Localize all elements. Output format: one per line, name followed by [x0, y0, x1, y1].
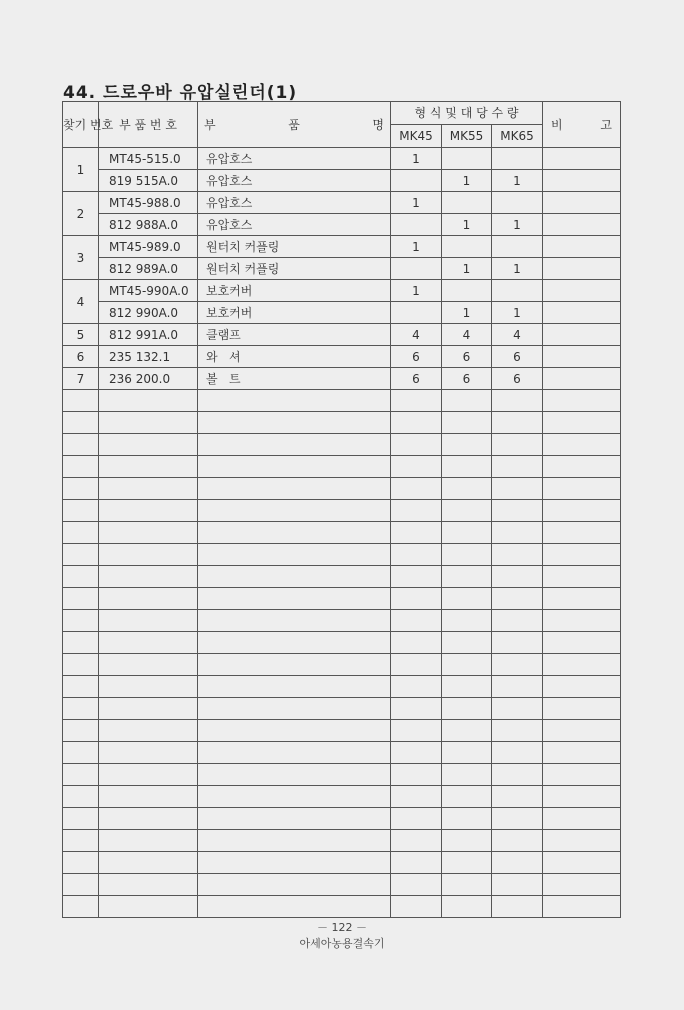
empty-cell: [63, 764, 99, 786]
part-number: 812 989A.0: [99, 258, 198, 280]
empty-cell: [442, 808, 492, 830]
empty-cell: [99, 676, 198, 698]
qty-mk45: 1: [391, 148, 442, 170]
empty-cell: [391, 896, 442, 918]
empty-cell: [99, 588, 198, 610]
empty-cell: [543, 698, 621, 720]
empty-cell: [492, 522, 543, 544]
empty-cell: [391, 764, 442, 786]
part-name: 원터치 커플링: [198, 236, 391, 258]
empty-cell: [442, 632, 492, 654]
empty-row: [63, 764, 621, 786]
empty-cell: [391, 654, 442, 676]
empty-cell: [492, 500, 543, 522]
qty-mk65: 1: [492, 170, 543, 192]
empty-cell: [63, 500, 99, 522]
empty-cell: [492, 434, 543, 456]
empty-cell: [198, 544, 391, 566]
table-row: [63, 368, 621, 390]
part-number: MT45-989.0: [99, 236, 198, 258]
qty-mk55: 1: [442, 214, 492, 236]
empty-cell: [543, 522, 621, 544]
empty-cell: [391, 412, 442, 434]
part-name: 원터치 커플링: [198, 258, 391, 280]
empty-cell: [543, 412, 621, 434]
empty-cell: [543, 610, 621, 632]
empty-cell: [63, 588, 99, 610]
empty-cell: [198, 500, 391, 522]
find-number: 4: [63, 280, 99, 324]
empty-cell: [63, 566, 99, 588]
empty-cell: [492, 896, 543, 918]
find-number: 7: [63, 368, 99, 390]
empty-cell: [391, 478, 442, 500]
part-name: 유압호스: [198, 170, 391, 192]
empty-cell: [198, 786, 391, 808]
empty-cell: [391, 786, 442, 808]
table-row: [63, 236, 621, 258]
remarks: [543, 170, 621, 192]
empty-cell: [492, 610, 543, 632]
remarks: [543, 302, 621, 324]
part-name: 와 셔: [198, 346, 391, 368]
empty-row: [63, 742, 621, 764]
empty-row: [63, 412, 621, 434]
empty-cell: [442, 478, 492, 500]
empty-cell: [99, 720, 198, 742]
empty-cell: [492, 588, 543, 610]
part-name: 보호커버: [198, 280, 391, 302]
empty-cell: [543, 676, 621, 698]
remarks: [543, 280, 621, 302]
empty-cell: [198, 610, 391, 632]
empty-cell: [198, 588, 391, 610]
empty-cell: [492, 852, 543, 874]
empty-cell: [63, 434, 99, 456]
empty-row: [63, 390, 621, 412]
qty-mk65: [492, 280, 543, 302]
empty-row: [63, 522, 621, 544]
part-name: 볼 트: [198, 368, 391, 390]
empty-cell: [391, 544, 442, 566]
empty-row: [63, 478, 621, 500]
empty-row: [63, 720, 621, 742]
empty-cell: [198, 434, 391, 456]
empty-row: [63, 676, 621, 698]
page-title: 44. 드로우바 유압실린더(1): [63, 83, 298, 103]
empty-row: [63, 500, 621, 522]
table-row: [63, 148, 621, 170]
table-header: [63, 102, 621, 148]
empty-cell: [99, 610, 198, 632]
header-remarks-2: 고: [600, 117, 612, 132]
empty-cell: [99, 390, 198, 412]
qty-mk55: 4: [442, 324, 492, 346]
find-number: 6: [63, 346, 99, 368]
empty-cell: [543, 544, 621, 566]
empty-cell: [198, 852, 391, 874]
empty-cell: [99, 456, 198, 478]
part-number: 812 988A.0: [99, 214, 198, 236]
empty-cell: [99, 786, 198, 808]
empty-cell: [391, 456, 442, 478]
empty-cell: [442, 720, 492, 742]
empty-cell: [442, 742, 492, 764]
part-number: MT45-990A.0: [99, 280, 198, 302]
header-model-mk55: MK55: [442, 125, 492, 148]
qty-mk45: [391, 214, 442, 236]
empty-cell: [442, 390, 492, 412]
empty-cell: [492, 654, 543, 676]
empty-cell: [492, 456, 543, 478]
qty-mk65: [492, 236, 543, 258]
remarks: [543, 368, 621, 390]
empty-cell: [391, 742, 442, 764]
empty-cell: [442, 566, 492, 588]
header-model-mk65: MK65: [492, 125, 543, 148]
empty-cell: [63, 720, 99, 742]
empty-cell: [543, 632, 621, 654]
qty-mk55: [442, 148, 492, 170]
empty-cell: [63, 412, 99, 434]
table-row: [63, 170, 621, 192]
qty-mk45: 4: [391, 324, 442, 346]
empty-cell: [99, 830, 198, 852]
header-model-mk45: MK45: [391, 125, 442, 148]
empty-row: [63, 698, 621, 720]
qty-mk65: 1: [492, 214, 543, 236]
part-number: MT45-515.0: [99, 148, 198, 170]
qty-mk55: [442, 280, 492, 302]
part-name: 클램프: [198, 324, 391, 346]
empty-cell: [198, 632, 391, 654]
empty-cell: [391, 808, 442, 830]
empty-cell: [63, 654, 99, 676]
empty-row: [63, 632, 621, 654]
empty-cell: [198, 830, 391, 852]
part-number: 235 132.1: [99, 346, 198, 368]
empty-cell: [543, 852, 621, 874]
empty-row: [63, 896, 621, 918]
empty-cell: [442, 610, 492, 632]
empty-cell: [492, 544, 543, 566]
empty-cell: [543, 764, 621, 786]
header-find-number: 찾기 번호: [63, 102, 99, 148]
empty-cell: [543, 500, 621, 522]
empty-cell: [99, 412, 198, 434]
remarks: [543, 258, 621, 280]
qty-mk65: 1: [492, 258, 543, 280]
empty-cell: [492, 698, 543, 720]
empty-cell: [492, 808, 543, 830]
empty-cell: [198, 742, 391, 764]
publisher-name: 아세아농용결속기: [299, 937, 385, 950]
remarks: [543, 148, 621, 170]
empty-cell: [442, 456, 492, 478]
header-part-name-2: 품: [288, 117, 300, 132]
header-remarks: [543, 102, 621, 148]
empty-cell: [99, 632, 198, 654]
qty-mk45: 1: [391, 192, 442, 214]
empty-cell: [442, 544, 492, 566]
empty-cell: [391, 632, 442, 654]
empty-cell: [198, 390, 391, 412]
empty-cell: [99, 852, 198, 874]
empty-cell: [442, 588, 492, 610]
empty-cell: [99, 654, 198, 676]
qty-mk55: 6: [442, 368, 492, 390]
empty-cell: [492, 412, 543, 434]
empty-cell: [63, 522, 99, 544]
empty-row: [63, 830, 621, 852]
empty-cell: [543, 478, 621, 500]
table-row: [63, 302, 621, 324]
empty-cell: [492, 566, 543, 588]
empty-cell: [442, 500, 492, 522]
empty-cell: [99, 544, 198, 566]
empty-cell: [198, 808, 391, 830]
part-name: 유압호스: [198, 214, 391, 236]
empty-rows: [63, 390, 621, 918]
empty-cell: [442, 786, 492, 808]
part-name: 유압호스: [198, 148, 391, 170]
empty-cell: [391, 676, 442, 698]
empty-cell: [391, 522, 442, 544]
empty-cell: [99, 566, 198, 588]
qty-mk55: [442, 192, 492, 214]
empty-cell: [63, 852, 99, 874]
empty-cell: [198, 764, 391, 786]
empty-cell: [198, 456, 391, 478]
empty-row: [63, 654, 621, 676]
empty-cell: [492, 830, 543, 852]
empty-cell: [99, 896, 198, 918]
empty-cell: [442, 830, 492, 852]
empty-cell: [492, 632, 543, 654]
empty-cell: [442, 654, 492, 676]
empty-cell: [99, 698, 198, 720]
remarks: [543, 236, 621, 258]
empty-cell: [391, 610, 442, 632]
table-row: [63, 214, 621, 236]
empty-cell: [543, 390, 621, 412]
empty-cell: [492, 786, 543, 808]
qty-mk45: 1: [391, 280, 442, 302]
empty-cell: [198, 698, 391, 720]
remarks: [543, 214, 621, 236]
empty-cell: [543, 830, 621, 852]
empty-cell: [99, 808, 198, 830]
empty-cell: [442, 698, 492, 720]
empty-cell: [198, 412, 391, 434]
empty-row: [63, 808, 621, 830]
table-row: [63, 280, 621, 302]
table-row: [63, 324, 621, 346]
qty-mk65: [492, 192, 543, 214]
empty-cell: [543, 896, 621, 918]
qty-mk55: 1: [442, 170, 492, 192]
empty-cell: [63, 632, 99, 654]
empty-row: [63, 434, 621, 456]
table-body: [63, 148, 621, 390]
empty-cell: [99, 764, 198, 786]
empty-cell: [391, 720, 442, 742]
empty-cell: [198, 566, 391, 588]
find-number: 1: [63, 148, 99, 192]
empty-cell: [442, 522, 492, 544]
empty-cell: [442, 764, 492, 786]
empty-cell: [492, 764, 543, 786]
empty-cell: [543, 566, 621, 588]
empty-cell: [63, 830, 99, 852]
header-part-name-1: 부: [204, 117, 216, 132]
empty-cell: [391, 698, 442, 720]
empty-cell: [63, 544, 99, 566]
empty-cell: [99, 434, 198, 456]
empty-cell: [63, 456, 99, 478]
header-remarks-1: 비: [551, 117, 563, 132]
qty-mk55: 1: [442, 302, 492, 324]
empty-cell: [99, 478, 198, 500]
empty-cell: [492, 742, 543, 764]
empty-cell: [543, 654, 621, 676]
empty-row: [63, 588, 621, 610]
empty-cell: [391, 500, 442, 522]
empty-cell: [442, 852, 492, 874]
empty-cell: [63, 896, 99, 918]
empty-cell: [391, 434, 442, 456]
header-part-number: 부 품 번 호: [99, 102, 198, 148]
empty-cell: [99, 742, 198, 764]
empty-cell: [99, 522, 198, 544]
empty-cell: [442, 434, 492, 456]
empty-cell: [543, 786, 621, 808]
qty-mk55: 6: [442, 346, 492, 368]
qty-mk65: [492, 148, 543, 170]
header-qty-group: 형 식 및 대 당 수 량: [391, 102, 543, 125]
empty-cell: [63, 478, 99, 500]
qty-mk65: 6: [492, 346, 543, 368]
empty-cell: [99, 500, 198, 522]
empty-cell: [63, 874, 99, 896]
empty-cell: [198, 720, 391, 742]
empty-cell: [198, 676, 391, 698]
empty-cell: [442, 676, 492, 698]
remarks: [543, 324, 621, 346]
empty-cell: [442, 412, 492, 434]
part-number: 812 990A.0: [99, 302, 198, 324]
empty-cell: [492, 390, 543, 412]
qty-mk55: [442, 236, 492, 258]
part-name: 유압호스: [198, 192, 391, 214]
empty-cell: [198, 522, 391, 544]
header-part-name-3: 명: [372, 117, 384, 132]
table-row: [63, 192, 621, 214]
remarks: [543, 192, 621, 214]
empty-cell: [543, 742, 621, 764]
page-number: － 122 －: [317, 921, 367, 934]
empty-cell: [99, 874, 198, 896]
part-number: MT45-988.0: [99, 192, 198, 214]
qty-mk65: 1: [492, 302, 543, 324]
empty-cell: [543, 720, 621, 742]
empty-cell: [198, 478, 391, 500]
empty-cell: [391, 390, 442, 412]
empty-row: [63, 456, 621, 478]
qty-mk45: 6: [391, 368, 442, 390]
empty-row: [63, 852, 621, 874]
empty-cell: [543, 808, 621, 830]
empty-cell: [543, 874, 621, 896]
empty-cell: [391, 588, 442, 610]
empty-cell: [198, 874, 391, 896]
empty-cell: [391, 852, 442, 874]
empty-row: [63, 566, 621, 588]
empty-cell: [543, 434, 621, 456]
qty-mk45: [391, 258, 442, 280]
empty-cell: [492, 676, 543, 698]
table-row: [63, 258, 621, 280]
empty-cell: [543, 456, 621, 478]
qty-mk55: 1: [442, 258, 492, 280]
empty-cell: [63, 786, 99, 808]
empty-cell: [442, 896, 492, 918]
empty-cell: [63, 676, 99, 698]
part-number: 812 991A.0: [99, 324, 198, 346]
empty-row: [63, 610, 621, 632]
empty-cell: [492, 478, 543, 500]
empty-cell: [391, 830, 442, 852]
empty-cell: [442, 874, 492, 896]
qty-mk65: 4: [492, 324, 543, 346]
empty-row: [63, 874, 621, 896]
find-number: 5: [63, 324, 99, 346]
qty-mk45: [391, 302, 442, 324]
qty-mk45: 6: [391, 346, 442, 368]
qty-mk65: 6: [492, 368, 543, 390]
table-row: [63, 346, 621, 368]
find-number: 2: [63, 192, 99, 236]
header-part-name: [198, 102, 391, 148]
empty-row: [63, 786, 621, 808]
empty-cell: [63, 808, 99, 830]
empty-cell: [63, 610, 99, 632]
empty-cell: [492, 720, 543, 742]
remarks: [543, 346, 621, 368]
empty-cell: [63, 390, 99, 412]
empty-cell: [391, 566, 442, 588]
part-name: 보호커버: [198, 302, 391, 324]
qty-mk45: [391, 170, 442, 192]
empty-cell: [198, 654, 391, 676]
find-number: 3: [63, 236, 99, 280]
empty-cell: [63, 698, 99, 720]
parts-table: [62, 101, 621, 918]
qty-mk45: 1: [391, 236, 442, 258]
part-number: 236 200.0: [99, 368, 198, 390]
empty-cell: [198, 896, 391, 918]
empty-row: [63, 544, 621, 566]
part-number: 819 515A.0: [99, 170, 198, 192]
empty-cell: [391, 874, 442, 896]
empty-cell: [492, 874, 543, 896]
empty-cell: [543, 588, 621, 610]
empty-cell: [63, 742, 99, 764]
